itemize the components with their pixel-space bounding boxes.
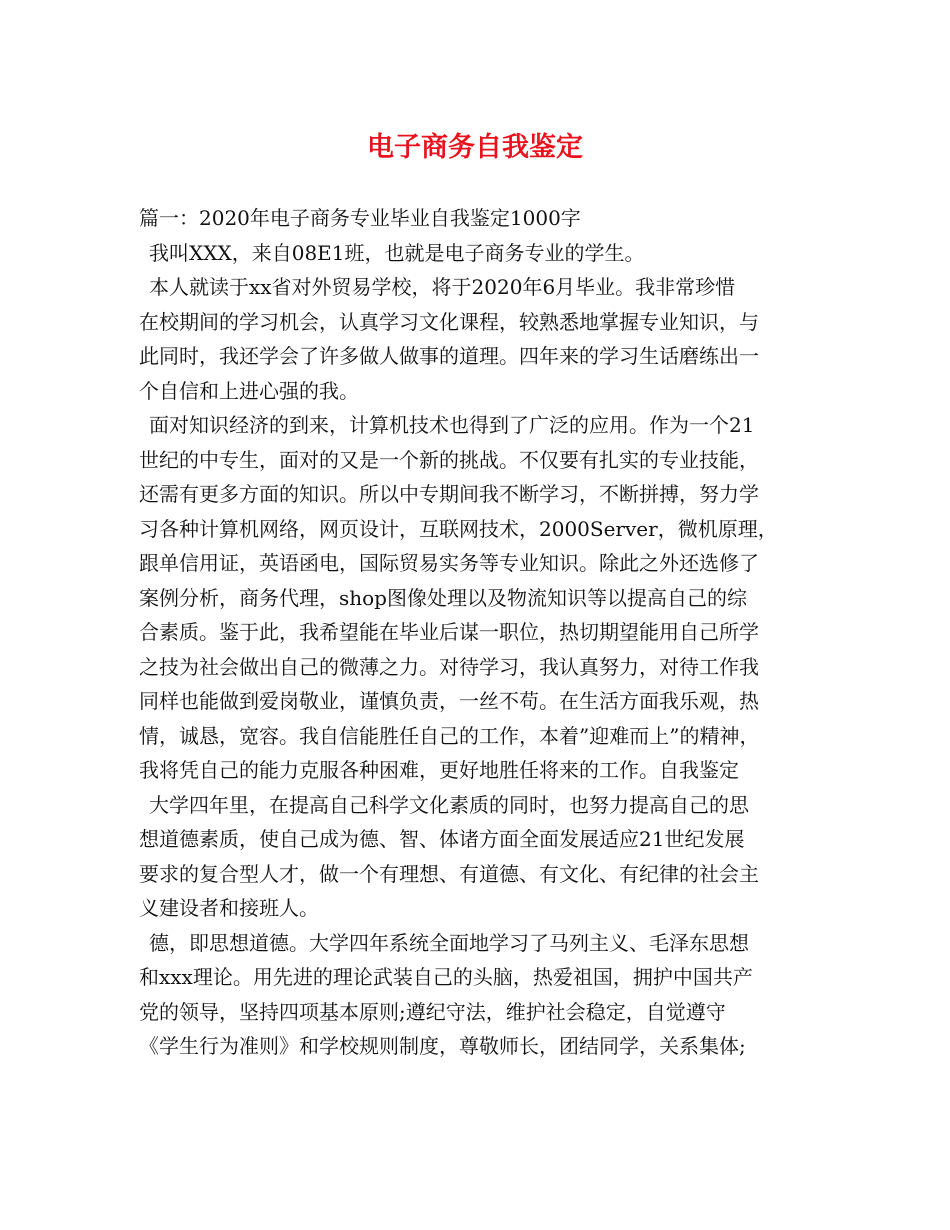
body-line: 想道德素质，使自己成为德、智、体诸方面全面发展适应21世纪发展: [139, 827, 745, 851]
body-line: 合素质。鉴于此，我希望能在毕业后谋一职位，热切期望能用自己所学: [139, 620, 759, 644]
body-line: 我叫XXX，来自08E1班，也就是电子商务专业的学生。: [149, 240, 645, 265]
body-line: 和xxx理论。用先进的理论武装自己的头脑，热爱祖国，拥护中国共产: [139, 965, 753, 989]
body-line: 篇一：2020年电子商务专业毕业自我鉴定1000字: [139, 206, 581, 230]
body-line: 跟单信用证，英语函电，国际贸易实务等专业知识。除此之外还选修了: [139, 551, 759, 575]
body-line: 要求的复合型人才，做一个有理想、有道德、有文化、有纪律的社会主: [139, 861, 759, 886]
body-line: 案例分析，商务代理，shop图像处理以及物流知识等以提高自己的综: [139, 585, 747, 610]
body-line: 本人就读于xx省对外贸易学校，将于2020年6月毕业。我非常珍惜: [149, 275, 736, 299]
body-line: 同样也能做到爱岗敬业，谨慎负责，一丝不苟。在生活方面我乐观，热: [139, 689, 759, 713]
body-line: 我将凭自己的能力克服各种困难，更好地胜任将来的工作。自我鉴定: [139, 758, 739, 782]
body-line: 党的领导，坚持四项基本原则;遵纪守法，维护社会稳定，自觉遵守: [139, 999, 726, 1024]
body-line: 情，诚恳，宽容。我自信能胜任自己的工作，本着”迎难而上”的精神，: [139, 723, 760, 748]
body-line: 义建设者和接班人。: [139, 896, 319, 920]
body-line: 世纪的中专生，面对的又是一个新的挑战。不仅要有扎实的专业技能，: [139, 447, 759, 472]
body-line: 德，即思想道德。大学四年系统全面地学习了马列主义、毛泽东思想: [149, 930, 749, 955]
body-line: 《学生行为准则》和学校规则制度，尊敬师长，团结同学，关系集体;: [139, 1034, 746, 1058]
body-line: 个自信和上进心强的我。: [139, 378, 359, 403]
body-line: 大学四年里，在提高自己科学文化素质的同时，也努力提高自己的思: [149, 792, 749, 817]
document-title: 电子商务自我鉴定: [367, 132, 583, 163]
body-line: 之技为社会做出自己的微薄之力。对待学习，我认真努力，对待工作我: [139, 654, 759, 679]
document-body: [139, 201, 819, 1064]
body-line: 在校期间的学习机会，认真学习文化课程，较熟悉地掌握专业知识，与: [139, 309, 759, 334]
body-line: 习各种计算机网络，网页设计，互联网技术，2000Server，微机原理，: [139, 516, 778, 541]
body-line: 面对知识经济的到来，计算机技术也得到了广泛的应用。作为一个21: [149, 413, 755, 437]
body-line: 此同时，我还学会了许多做人做事的道理。四年来的学习生话磨练出一: [139, 344, 759, 368]
body-line: 还需有更多方面的知识。所以中专期间我不断学习，不断拼搏，努力学: [139, 482, 759, 506]
